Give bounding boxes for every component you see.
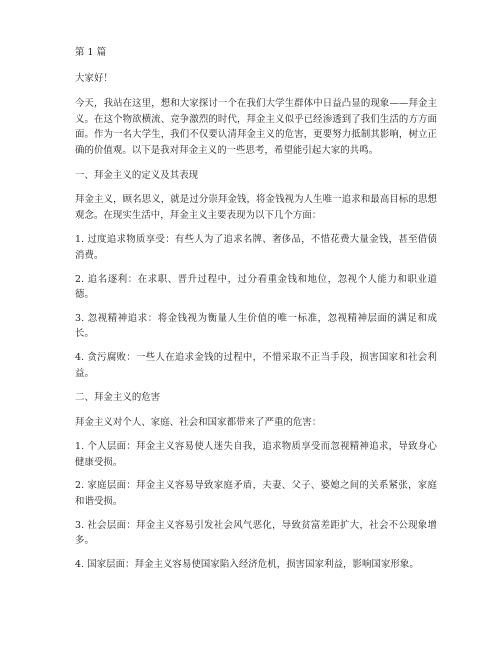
list-item: 4. 国家层面：拜金主义容易使国家陷入经济危机，损害国家利益，影响国家形象。: [75, 558, 419, 570]
section-heading: 二、拜金主义的危害: [75, 392, 161, 404]
list-item: 3. 忽视精神追求：将金钱视为衡量人生价值的唯一标准，忽视精神层面的满足和成长。: [75, 312, 437, 340]
list-item: 2. 家庭层面：拜金主义容易导致家庭矛盾，夫妻、父子、婆媳之间的关系紧张，家庭和谐受损。: [75, 480, 437, 508]
list-item: 3. 社会层面：拜金主义容易引发社会风气恶化，导致贫富差距扩大，社会不公现象增多。: [75, 519, 437, 547]
chapter-label: 第 1 篇: [75, 47, 107, 58]
list-item: 1. 个人层面：拜金主义容易使人迷失自我，追求物质享受而忽视精神追求，导致身心健康受损。: [75, 441, 437, 468]
intro-paragraph: 今天，我站在这里，想和大家探讨一个在我们大学生群体中日益凸显的现象——拜金主义。在这个物欲横流、竞争激烈的时代，拜金主义似乎已经渗透到了我们生活的方方面面。作为一名大学生，我们不仅要认清拜金主义的危害，更要努力抵制其影响，树立正确的价值观。以下是我对拜金主义的一些思考，希望能引起大家的共鸣。: [75, 98, 437, 156]
section-intro: 拜金主义，顾名思义，就是过分崇拜金钱，将金钱视为人生唯一追求和最高目标的思想观念。在现实生活中，拜金主义主要表现为以下几个方面：: [75, 194, 437, 221]
list-item: 4. 贪污腐败：一些人在追求金钱的过程中，不惜采取不正当手段，损害国家和社会利益。: [75, 351, 437, 379]
document-page: [75, 45, 437, 580]
list-item: 1. 过度追求物质享受：有些人为了追求名牌、奢侈品，不惜花费大量金钱，甚至借债消费。: [75, 234, 437, 261]
section-intro: 拜金主义对个人、家庭、社会和国家都带来了严重的危害：: [75, 416, 322, 428]
list-item: 2. 追名逐利：在求职、晋升过程中，过分看重金钱和地位，忽视个人能力和职业道德。: [75, 273, 437, 301]
greeting: 大家好！: [75, 72, 113, 84]
section-heading: 一、拜金主义的定义及其表现: [75, 169, 199, 181]
